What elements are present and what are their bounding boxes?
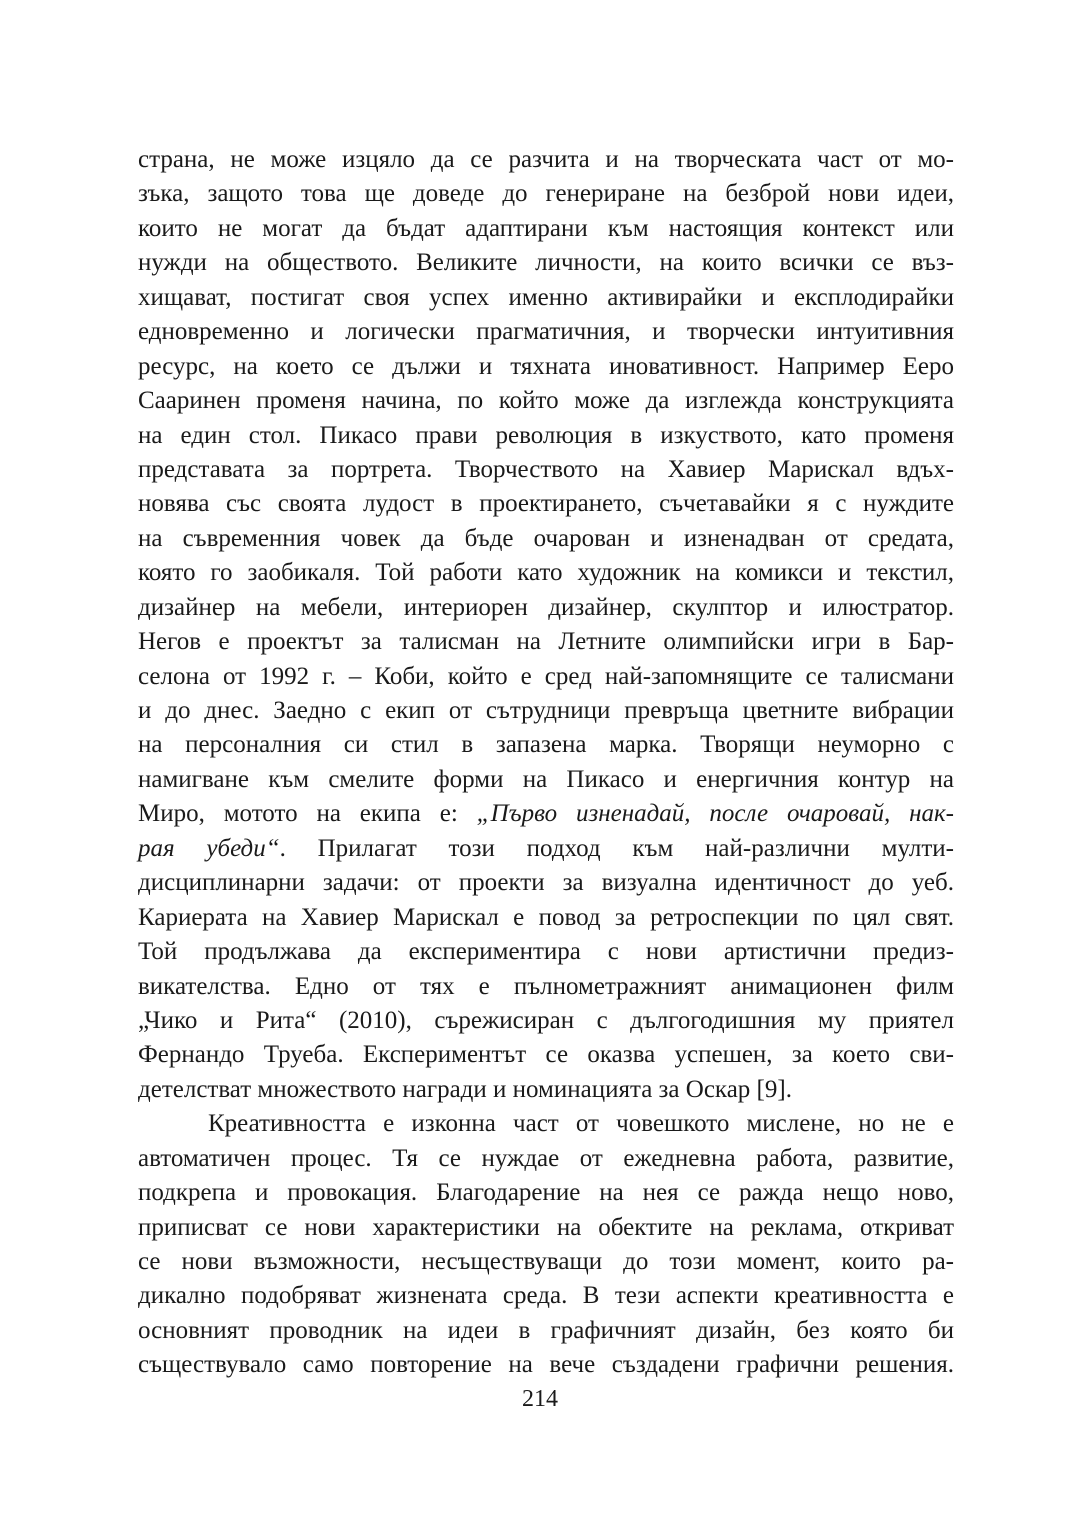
paragraph-2: [138, 1107, 954, 1383]
text-line: дисциплинарни задачи: от проекти за визуална идентичност до уеб.: [138, 869, 954, 897]
text-line: подкрепа и провокация. Благодарение на нея се ражда нещо ново,: [138, 1179, 954, 1207]
text-line: едновременно и логически прагматичния, и творчески интуитивния: [138, 318, 954, 346]
text-line: която го заобикаля. Той работи като художник на комикси и текстил,: [138, 559, 954, 587]
text-line: намигване към смелите форми на Пикасо и енергичния контур на: [138, 765, 954, 793]
text-line: на персоналния си стил в запазена марка. Творящи неуморно с: [138, 731, 954, 759]
text-line: на един стол. Пикасо прави революция в изкуството, като променя: [138, 421, 954, 449]
team-motto: рая убеди“: [138, 834, 280, 862]
text-line: страна, не може изцяло да се разчита и на творческата част от мо-: [138, 146, 954, 173]
text-line-motto: [138, 832, 954, 866]
team-motto: „Първо изненадай, после очаровай, нак-: [476, 800, 954, 828]
text-line: съществувало само повторение на вече създадени графични решения.: [138, 1351, 954, 1379]
paragraph-1: [138, 143, 954, 1107]
text-line: на съвременния човек да бъде очарован и изненадван от средата,: [138, 524, 954, 552]
text-line: основният проводник на идеи в графичният дизайн, без която би: [138, 1316, 954, 1344]
text-line: детелстват множеството награди и номинацията за Оскар [9].: [138, 1075, 792, 1103]
text-line: дикално подобряват жизнената среда. В тези аспекти креативността е: [138, 1282, 954, 1310]
text-line: Негов е проектът за талисман на Летните олимпийски игри в Бар-: [138, 628, 954, 656]
text-line: новява със своята лудост в проектирането, съчетавайки я с нуждите: [138, 490, 954, 518]
text-line: Сааринен променя начина, по който може да изглежда конструкцията: [138, 387, 954, 415]
text-line: зъка, защото това ще доведе до генериране на безброй нови идеи,: [138, 180, 954, 208]
motto-tail: . Прилагат този подход към най-различни мулти-: [279, 834, 954, 862]
text-line: автоматичен процес. Тя се нуждае от ежедневна работа, развитие,: [138, 1144, 954, 1172]
text-line: които не могат да бъдат адаптирани към настоящия контекст или: [138, 214, 954, 242]
text-line: хищават, постигат своя успех именно активирайки и експлодирайки: [138, 283, 954, 311]
text-line: дизайнер на мебели, интериорен дизайнер, скулптор и илюстратор.: [138, 593, 954, 621]
text-line: викателства. Едно от тях е пълнометражният анимационен филм: [138, 972, 954, 1000]
page-number: 214: [522, 1386, 558, 1412]
text-line: приписват се нови характеристики на обектите на реклама, откриват: [138, 1213, 954, 1241]
text-line: „Чико и Рита“ (2010), сърежисиран с дългогодишния му приятел: [138, 1006, 954, 1034]
text-line: се нови възможности, несъществуващи до този момент, които ра-: [138, 1248, 954, 1275]
body-text: [138, 143, 954, 1383]
text-line-motto: [138, 797, 954, 831]
text-line: селона от 1992 г. – Коби, който е сред най-запомнящите се талисмани: [138, 662, 954, 690]
text-line: Креативността е изконна част от човешкото мислене, но не е: [208, 1110, 954, 1138]
text-line: и до днес. Заедно с екип от сътрудници превръща цветните вибрации: [138, 697, 954, 724]
text-line: ресурс, на което се дължи и тяхната иновативност. Например Ееро: [138, 352, 954, 380]
motto-lead: Миро, мотото на екипа е:: [138, 800, 477, 828]
text-line: нужди на обществото. Великите личности, на които всички се въз-: [138, 249, 954, 277]
text-line: представата за портрета. Творчеството на Хавиер Марискал вдъх-: [138, 455, 954, 483]
text-line: Кариерата на Хавиер Марискал е повод за ретроспекции по цял свят.: [138, 903, 954, 931]
text-line: Той продължава да експериментира с нови артистични предиз-: [138, 938, 954, 966]
text-line: Фернандо Труеба. Експериментът се оказва успешен, за което сви-: [138, 1041, 954, 1069]
